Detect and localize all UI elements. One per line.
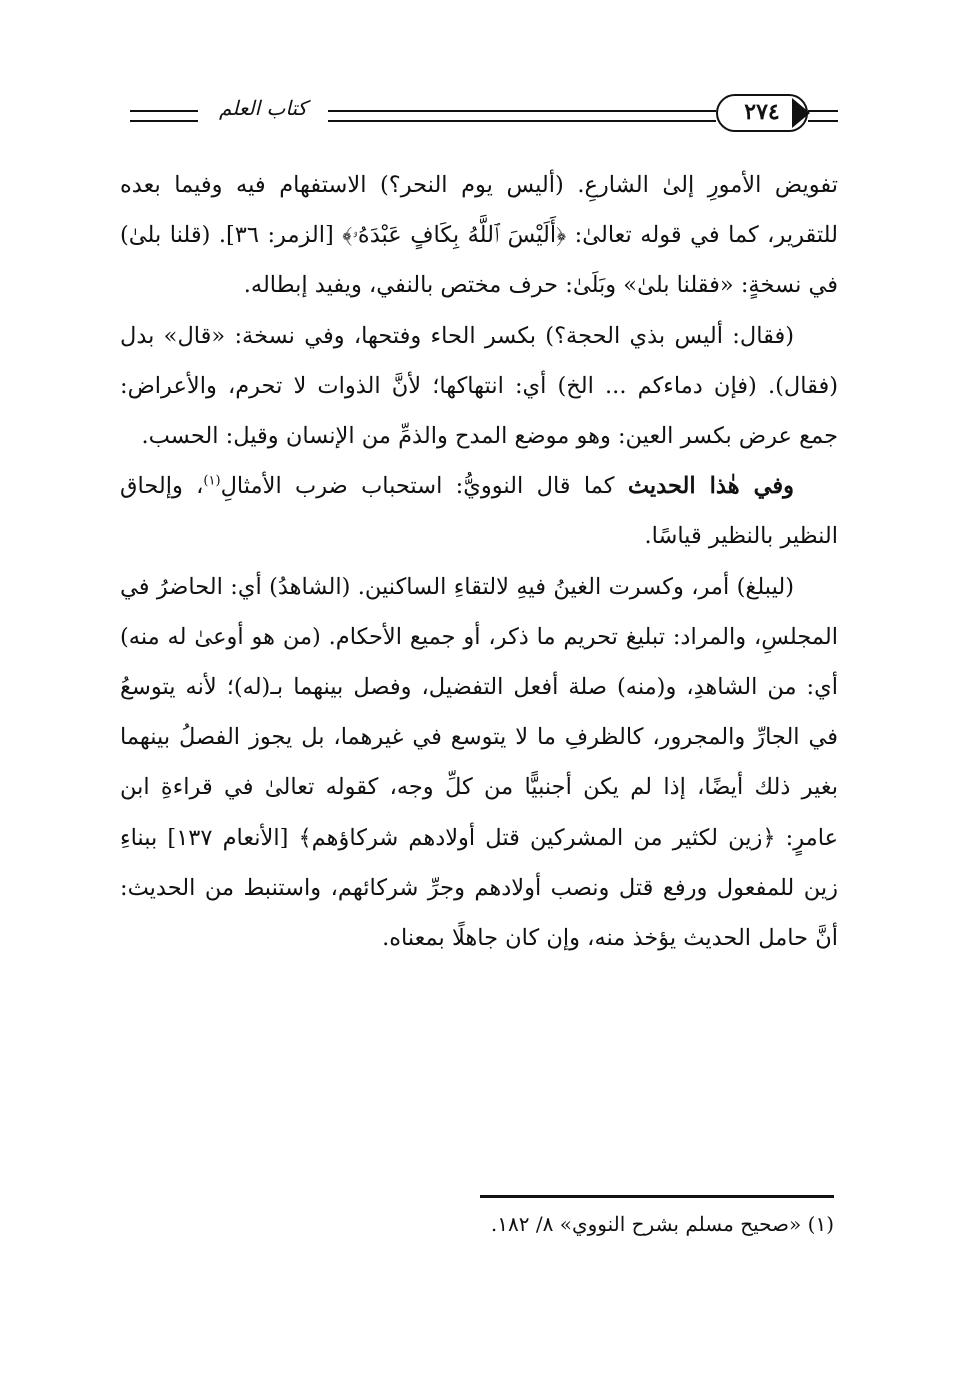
header-rule-left xyxy=(130,110,198,122)
page-number: ٢٧٤ xyxy=(716,94,808,132)
paragraph-text: كما قال النوويُّ: استحباب ضرب الأمثالِ xyxy=(220,473,628,500)
paragraph-text: ، وإلحاق النظير بالنظير قياسًا. xyxy=(120,473,838,550)
paragraph: (ليبلغ) أمر، وكسرت الغينُ فيهِ لالتقاءِ الساكنين. (الشاهدُ) أي: الحاضرُ في المجلسِ، والمراد: تبليغ تحريم ما ذكر، أو جميع الأحكام. (من هو أوعىٰ له منه) أي: من الشاهدِ، و(منه) صلة أفعل التفضيل، وفصل بينهما بـ(له)؛ لأنه يتوسعُ في الجارِّ والمجرور، كالظرفِ ما لا يتوسع في غيرهما، بل يجوز الفصلُ بينهما بغير ذلك أيضًا، إذا لم يكن أجنبيًّا من كلِّ وجه، كقوله تعالىٰ في قراءةِ ابن عامرٍ: ﴿زين لكثير من المشركين قتل أولادهم شركاؤهم﴾ [الأنعام ١٣٧] ببناءِ زين للمفعول ورفع قتل ونصب أولادهم وجرِّ شركائهم، واستنبط من الحديث: أنَّ حامل الحديث يؤخذ منه، وإن كان جاهلًا بمعناه. xyxy=(120,573,838,952)
footnote-separator xyxy=(480,1195,834,1198)
paragraph: (فقال: أليس بذي الحجة؟) بكسر الحاء وفتحها، وفي نسخة: «قال» بدل (فقال). (فإن دماءكم ... الخ) أي: انتهاكها؛ لأنَّ الذوات لا تحرم، والأعراض: جمع عرض بكسر العين: وهو موضع المدح والذمِّ من الإنسان وقيل: الحسب. xyxy=(120,322,838,450)
running-title: كتاب العلم xyxy=(218,96,308,120)
page-header xyxy=(120,88,838,140)
header-rule-middle xyxy=(328,110,716,122)
footnote-reference: (١) xyxy=(203,473,221,489)
header-rule-right xyxy=(808,110,838,122)
footnote: (١) «صحيح مسلم بشرح النووي» ٨/ ١٨٢. xyxy=(490,1212,834,1236)
paragraph-lead: وفي هٰذا الحديث xyxy=(627,473,794,500)
paragraph: تفويض الأمورِ إلىٰ الشارعِ. (أليس يوم النحر؟) الاستفهام فيه وفيما بعده للتقرير، كما في قوله تعالىٰ: ﴿أَلَيْسَ ٱللَّهُ بِكَافٍ عَبْدَهُۥ﴾ [الزمر: ٣٦]. (قلنا بلىٰ) في نسخةٍ: «فقلنا بلىٰ» وبَلَىٰ: حرف مختص بالنفي، ويفيد إبطاله. xyxy=(120,172,838,299)
paragraph xyxy=(120,461,838,561)
main-text xyxy=(120,160,838,963)
